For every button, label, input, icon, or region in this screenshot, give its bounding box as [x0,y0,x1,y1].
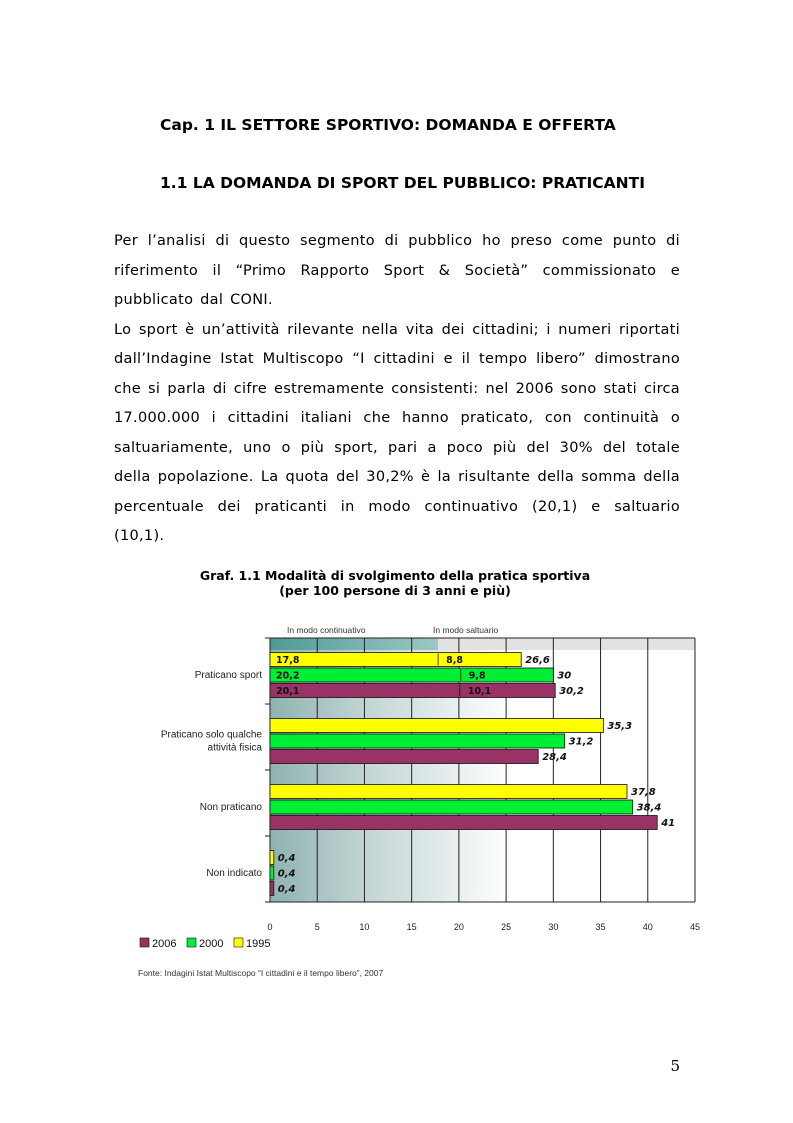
x-tick-label-3: 15 [406,922,417,932]
x-tick-label-1: 5 [314,922,320,932]
category-label-3-0: Non indicato [206,868,262,879]
bar-2006-0 [270,684,555,698]
split-label-saltuario-1995: 8,8 [446,655,463,666]
x-tick-label-7: 35 [595,922,606,932]
graph-caption [160,568,630,598]
bar-label-1995-2: 37,8 [631,787,656,798]
source-note: Fonte: Indagini Istat Multiscopo “I cittadini e il tempo libero”, 2007 [138,968,384,978]
paragraph-1: Per l’analisi di questo segmento di pubblico ho preso come punto di riferimento il “Primo Rapporto Sport & Società” commissionato e pubblicato dal CONI. [114,233,680,308]
bar-label-2006-0: 30,2 [559,686,584,697]
chart-container [130,614,720,954]
bar-label-2006-1: 28,4 [542,752,567,763]
split-label-continuativo-2000: 20,2 [276,670,300,682]
legend-swatch-2006 [140,938,149,947]
legend-swatch-2000 [187,938,196,947]
legend-label-1995: 1995 [246,938,271,950]
bar-label-1995-3: 0,4 [277,853,296,864]
bar-2006-3 [270,882,274,896]
chapter-title: Cap. 1 IL SETTORE SPORTIVO: DOMANDA E OFFERTA [160,116,616,134]
legend-label-2000: 2000 [199,938,224,950]
bar-label-2000-1: 31,2 [568,736,594,748]
section-title: 1.1 LA DOMANDA DI SPORT DEL PUBBLICO: PRATICANTI [160,174,645,192]
bar-1995-1 [270,719,603,733]
x-tick-label-0: 0 [267,922,273,932]
bar-2000-3 [270,866,274,880]
bar-label-2000-2: 38,4 [636,802,662,814]
x-tick-label-2: 10 [359,922,370,932]
x-tick-label-9: 45 [689,922,701,932]
legend-swatch-1995 [234,938,243,947]
header-band-saltuario [438,638,695,650]
graph-caption-title: Graf. 1.1 Modalità di svolgimento della pratica sportiva [199,568,591,583]
x-tick-label-8: 40 [642,922,653,932]
bar-2000-2 [270,800,633,814]
x-tick-label-6: 30 [548,922,559,932]
bar-label-1995-1: 35,3 [607,721,633,732]
split-label-saltuario-2000: 9,8 [468,670,486,682]
category-label-1-0: Praticano solo qualche [160,729,262,741]
bar-label-2000-3: 0,4 [277,868,296,880]
bar-2006-2 [270,816,657,830]
bar-2006-1 [270,750,538,764]
bar-label-1995-0: 26,6 [525,655,550,666]
x-tick-label-4: 20 [453,922,464,932]
graph-caption-subtitle: (per 100 persone di 3 anni e più) [279,583,511,598]
legend-label-2006: 2006 [152,938,177,950]
split-label-continuativo-2006: 20,1 [276,686,300,697]
bar-label-2006-2: 41 [661,818,676,829]
split-label-saltuario-2006: 10,1 [467,686,492,697]
header-band-continuativo [270,638,438,650]
bar-2000-0 [270,668,553,682]
header-label-saltuario: In modo saltuario [433,625,499,635]
split-label-continuativo-1995: 17,8 [276,655,300,666]
bar-1995-2 [270,785,627,799]
header-label-continuativo: In modo continuativo [287,625,366,635]
bar-2000-1 [270,734,565,748]
category-label-0-0: Praticano sport [194,670,262,681]
paragraph-2: Lo sport è un’attività rilevante nella vita dei cittadini; i numeri riportati dall’Indagine Istat Multiscopo “I cittadini e il tempo libero” dimostrano che si parla di cifre estremamente consistenti: nel 2006 sono stati circa 17.000.000 i cittadini italiani che hanno praticato, con continuità o saltuariamente, uno o più sport, pari a poco più del 30% del totale della popolazione. La quota del 30,2% è la risultante della somma della percentuale dei praticanti in modo continuativo (20,1) e saltuario (10,1). [114,321,680,544]
category-label-2-0: Non praticano [199,802,262,813]
body-text [114,227,680,552]
bar-label-2000-0: 30 [557,670,572,682]
category-label-1-1: attività fisica [207,742,262,754]
bar-1995-3 [270,851,274,865]
bar-label-2006-3: 0,4 [277,884,296,895]
bar-1995-0 [270,653,521,667]
bar-chart [130,614,720,954]
page-number: 5 [670,1057,680,1075]
x-tick-label-5: 25 [501,922,512,932]
